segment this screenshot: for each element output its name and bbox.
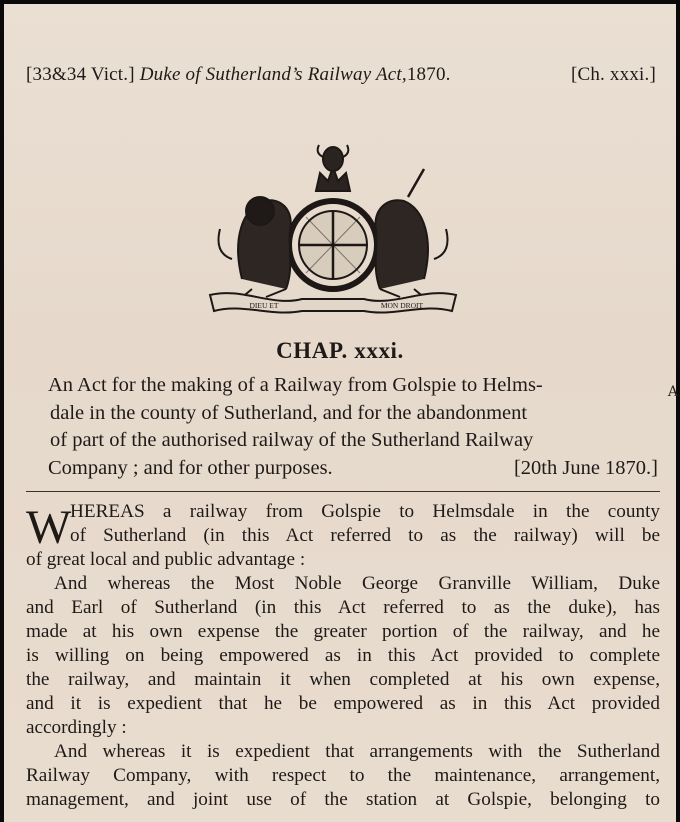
margin-mark: A: [667, 384, 678, 400]
act-long-title: [48, 372, 658, 482]
text-line: And whereas it is expedient that arrangements with the Sutherland: [54, 741, 660, 762]
title-line: Company ; and for other purposes.: [48, 456, 333, 479]
title-line: An Act for the making of a Railway from Golspie to Helms-: [48, 374, 543, 396]
divider: [26, 491, 660, 492]
assent-date: [20th June 1870.]: [513, 456, 658, 479]
text-line: made at his own expense the greater portion of the railway, and he: [26, 621, 660, 642]
text-line: and it is expedient that he be empowered as in this Act provided: [26, 693, 660, 714]
running-head: [26, 64, 656, 86]
running-head-year: 1870.: [406, 64, 451, 85]
text-line: of great local and public advantage :: [26, 549, 306, 570]
text-line: is willing on being empowered as in this Act provided to complete: [26, 645, 660, 666]
text-line: the railway, and maintain it when completed at his own expense,: [26, 669, 660, 690]
text-line: Railway Company, with respect to the maintenance, arrangement,: [26, 765, 660, 786]
running-head-title: Duke of Sutherland’s Railway Act,: [139, 64, 407, 85]
text-line: accordingly :: [26, 717, 127, 738]
text-line: And whereas the Most Noble George Granville William, Duke: [54, 573, 660, 594]
paragraph-3: [26, 740, 660, 812]
act-preamble: [26, 500, 660, 812]
royal-coat-of-arms-icon: [202, 139, 464, 317]
running-head-chapter: [Ch. xxxi.]: [570, 64, 656, 85]
chapter-heading: CHAP. xxxi.: [276, 338, 404, 363]
paragraph-2: [26, 572, 660, 740]
title-last-line: [48, 455, 658, 483]
document-page: [4, 4, 676, 822]
title-line: dale in the county of Sutherland, and for the abandonment: [50, 401, 528, 424]
paragraph-1: [26, 500, 660, 572]
text-line: HEREAS a railway from Golspie to Helmsdale in the county: [70, 501, 660, 522]
running-head-regnal: [33&34 Vict.]: [26, 64, 135, 85]
drop-cap: W: [26, 501, 72, 554]
motto-right: MON DROIT: [380, 301, 424, 310]
motto-left: DIEU ET: [249, 301, 279, 310]
text-line: management, and joint use of the station at Golspie, belonging to: [26, 789, 660, 810]
title-line: of part of the authorised railway of the Sutherland Railway: [50, 429, 534, 451]
text-line: and Earl of Sutherland (in this Act referred to as the duke), has: [26, 597, 660, 618]
text-line: of Sutherland (in this Act referred to as the railway) will be: [70, 525, 660, 546]
